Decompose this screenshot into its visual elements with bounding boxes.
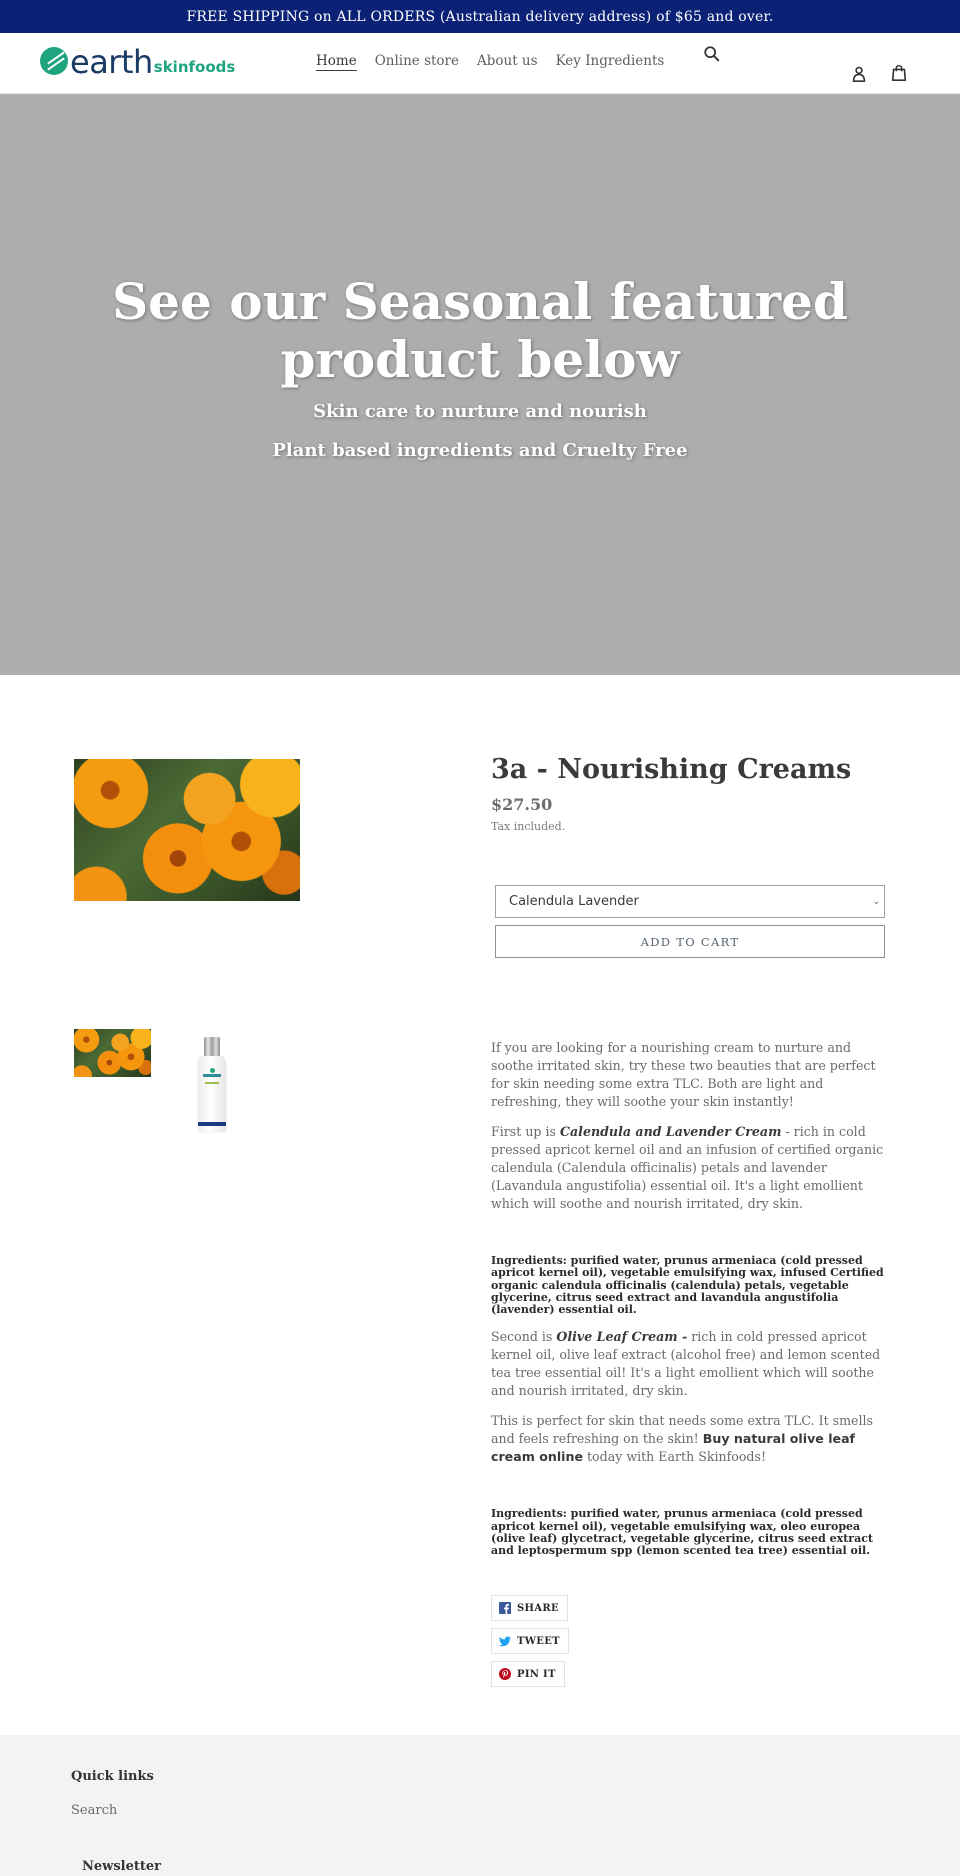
- first-prefix: First up is: [491, 1124, 560, 1139]
- nav-online-store[interactable]: Online store: [374, 53, 459, 69]
- second-product-body: rich in cold pressed apricot kernel oil, olive leaf extract (alcohol free) and lemon scented tea tree essential oil! It's a light emollient which will soothe and nourish irritated, dry skin.: [491, 1329, 881, 1399]
- product-info: [491, 753, 891, 949]
- thumbnail-olive-leaf-bottle[interactable]: [195, 1037, 229, 1133]
- featured-product: [0, 675, 960, 1735]
- product-main-image[interactable]: [74, 759, 300, 901]
- twitter-tweet-button[interactable]: [491, 1628, 569, 1654]
- add-to-cart-button[interactable]: ADD TO CART: [495, 925, 885, 958]
- cart-icon[interactable]: [888, 62, 910, 84]
- tax-note: Tax included.: [491, 820, 566, 833]
- pinterest-icon: [499, 1668, 511, 1680]
- pinterest-pin-button[interactable]: [491, 1661, 565, 1687]
- cream-bottle-image: [195, 1037, 229, 1133]
- closing-suffix: today with Earth Skinfoods!: [582, 1449, 767, 1465]
- calendula-flowers-image: [74, 759, 300, 901]
- logo-primary-text: earth: [70, 43, 153, 81]
- nav-about-us[interactable]: About us: [477, 53, 538, 69]
- nav-home[interactable]: Home: [316, 53, 357, 69]
- site-footer: [0, 1735, 960, 1876]
- first-ingredients: Ingredients: purified water, prunus armeniaca (cold pressed apricot kernel oil), vegetable emulsifying wax, infused Certified organic calendula officinalis (calendula) petals, vegetable glycerine, citrus seed extract and lavandula angustifolia (lavender) essential oil.: [491, 1254, 884, 1317]
- product-title: 3a - Nourishing Creams: [491, 754, 852, 785]
- hero-tagline: Plant based ingredients and Cruelty Free: [272, 439, 688, 461]
- share-label: SHARE: [517, 1602, 559, 1614]
- first-product-body: - rich in cold pressed apricot kernel oil and an infusion of certified organic calendula (Calendula officinalis) petals and lavender (Lavandula angustifolia) essential oil. It's a light emollient which will soothe and nourish irritated, dry skin.: [491, 1124, 884, 1211]
- product-description: [491, 1039, 891, 1570]
- hero-subtitle: Skin care to nurture and nourish: [313, 400, 647, 422]
- twitter-icon: [499, 1635, 511, 1647]
- facebook-share-button[interactable]: [491, 1595, 568, 1621]
- logo[interactable]: [40, 43, 236, 81]
- quick-links-heading: Quick links: [71, 1769, 154, 1784]
- logo-secondary-text: skinfoods: [153, 58, 236, 76]
- hero-banner: [0, 94, 960, 675]
- pin-label: PIN IT: [517, 1668, 556, 1680]
- search-icon[interactable]: [701, 43, 723, 65]
- account-icon[interactable]: [848, 63, 870, 85]
- second-prefix: Second is: [491, 1329, 557, 1345]
- description-intro: If you are looking for a nourishing cream to nurture and soothe irritated skin, try these two beauties that are perfect for skin needing some extra TLC. Both are light and refreshing, they will soothe your skin instantly!: [491, 1040, 876, 1109]
- announcement-text: FREE SHIPPING on ALL ORDERS (Australian delivery address) of $65 and over.: [186, 8, 774, 25]
- nav-key-ingredients[interactable]: Key Ingredients: [555, 53, 665, 69]
- leaf-logo-icon: [40, 47, 68, 75]
- description-closing: [491, 1412, 891, 1466]
- social-share: [491, 1595, 569, 1694]
- hero-title: See our Seasonal featured product below: [112, 271, 848, 389]
- footer-link-search[interactable]: Search: [71, 1803, 118, 1818]
- announcement-bar: [0, 0, 960, 33]
- tweet-label: TWEET: [517, 1635, 560, 1647]
- chevron-down-icon: ⌄: [872, 897, 880, 907]
- first-product-name: Calendula and Lavender Cream: [559, 1124, 782, 1139]
- description-first-product: [491, 1123, 891, 1213]
- thumbnail-calendula[interactable]: [74, 1029, 151, 1077]
- newsletter-heading: Newsletter: [82, 1859, 162, 1874]
- product-price: $27.50: [491, 795, 553, 814]
- closing-prefix: This is perfect for skin that needs some extra TLC. It smells and feels refreshing on the skin!: [491, 1413, 874, 1447]
- second-ingredients: Ingredients: purified water, prunus armeniaca (cold pressed apricot kernel oil), vegetable emulsifying wax, oleo europea (olive leaf) glycetract, vegetable glycerine, citrus seed extract and leptospermum spp (lemon scented tea tree) essential oil.: [491, 1507, 873, 1558]
- variant-selected-value: Calendula Lavender: [509, 894, 639, 909]
- second-product-name: Olive Leaf Cream -: [556, 1329, 688, 1345]
- variant-select[interactable]: [495, 885, 885, 918]
- facebook-icon: [499, 1602, 511, 1614]
- site-header: [0, 33, 960, 94]
- olive-leaf-cream-link[interactable]: Buy natural olive leaf cream online: [491, 1431, 856, 1465]
- main-nav: [316, 53, 664, 71]
- description-second-product: [491, 1328, 891, 1400]
- calendula-flowers-thumbnail: [74, 1029, 151, 1077]
